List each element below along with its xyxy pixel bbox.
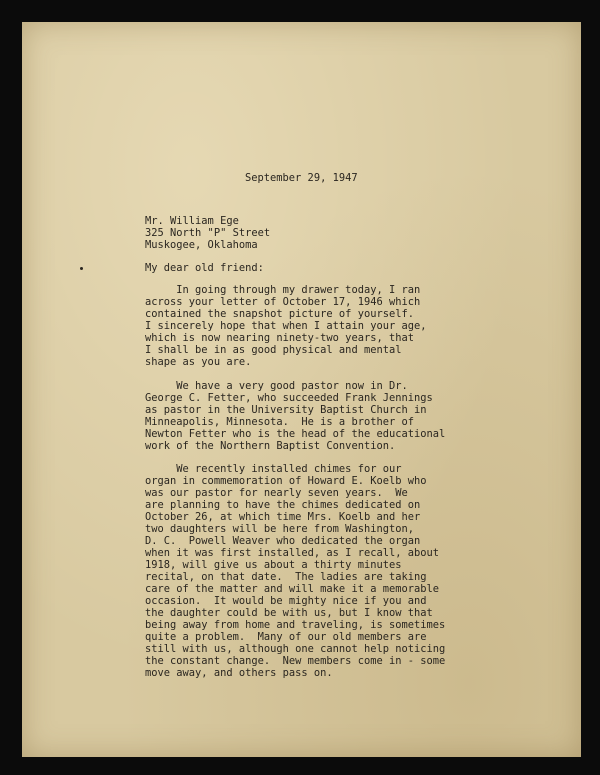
paragraph-line: October 26, at which time Mrs. Koelb and her — [145, 511, 421, 523]
paragraph-line: the daughter could be with us, but I know that — [145, 607, 433, 619]
paragraph-line: being away from home and traveling, is sometimes — [145, 619, 446, 631]
paragraph-line: which is now nearing ninety-two years, that — [145, 332, 414, 344]
recipient-city: Muskogee, Oklahoma — [145, 239, 258, 251]
paragraph-line: 1918, will give us about a thirty minutes — [145, 559, 402, 571]
paragraph-line: two daughters will be here from Washington, — [145, 523, 414, 535]
paragraph-line: organ in commemoration of Howard E. Koelb who — [145, 475, 427, 487]
paragraph-line: D. C. Powell Weaver who dedicated the organ — [145, 535, 421, 547]
letter-date: September 29, 1947 — [245, 172, 358, 184]
paragraph-line: still with us, although one cannot help noticing — [145, 643, 446, 655]
paragraph-line: We recently installed chimes for our — [145, 463, 402, 475]
paragraph-line: when it was first installed, as I recall, about — [145, 547, 440, 559]
typewriter-dot — [80, 267, 83, 270]
paragraph-line: move away, and others pass on. — [145, 667, 333, 679]
paragraph-line: Minneapolis, Minnesota. He is a brother of — [145, 416, 414, 428]
salutation: My dear old friend: — [145, 262, 264, 274]
paragraph-line: George C. Fetter, who succeeded Frank Jennings — [145, 392, 433, 404]
paragraph-line: We have a very good pastor now in Dr. — [145, 380, 408, 392]
recipient-street: 325 North "P" Street — [145, 227, 271, 239]
recipient-name: Mr. William Ege — [145, 215, 239, 227]
paragraph-line: as pastor in the University Baptist Church in — [145, 404, 427, 416]
paragraph-line: In going through my drawer today, I ran — [145, 284, 421, 296]
paragraph-line: quite a problem. Many of our old members are — [145, 631, 427, 643]
paragraph-line: the constant change. New members come in - some — [145, 655, 446, 667]
paragraph-line: was our pastor for nearly seven years. We — [145, 487, 408, 499]
paragraph-line: shape as you are. — [145, 356, 252, 368]
paragraph-line: contained the snapshot picture of yourself. — [145, 308, 414, 320]
paragraph-line: recital, on that date. The ladies are taking — [145, 571, 427, 583]
paragraph-line: across your letter of October 17, 1946 which — [145, 296, 421, 308]
paragraph-line: are planning to have the chimes dedicated on — [145, 499, 421, 511]
paragraph-line: Newton Fetter who is the head of the educational — [145, 428, 446, 440]
paragraph-line: I sincerely hope that when I attain your age, — [145, 320, 427, 332]
paragraph-line: occasion. It would be mighty nice if you and — [145, 595, 427, 607]
paragraph-line: care of the matter and will make it a memorable — [145, 583, 440, 595]
paragraph-line: I shall be in as good physical and mental — [145, 344, 402, 356]
paragraph-line: work of the Northern Baptist Convention. — [145, 440, 396, 452]
